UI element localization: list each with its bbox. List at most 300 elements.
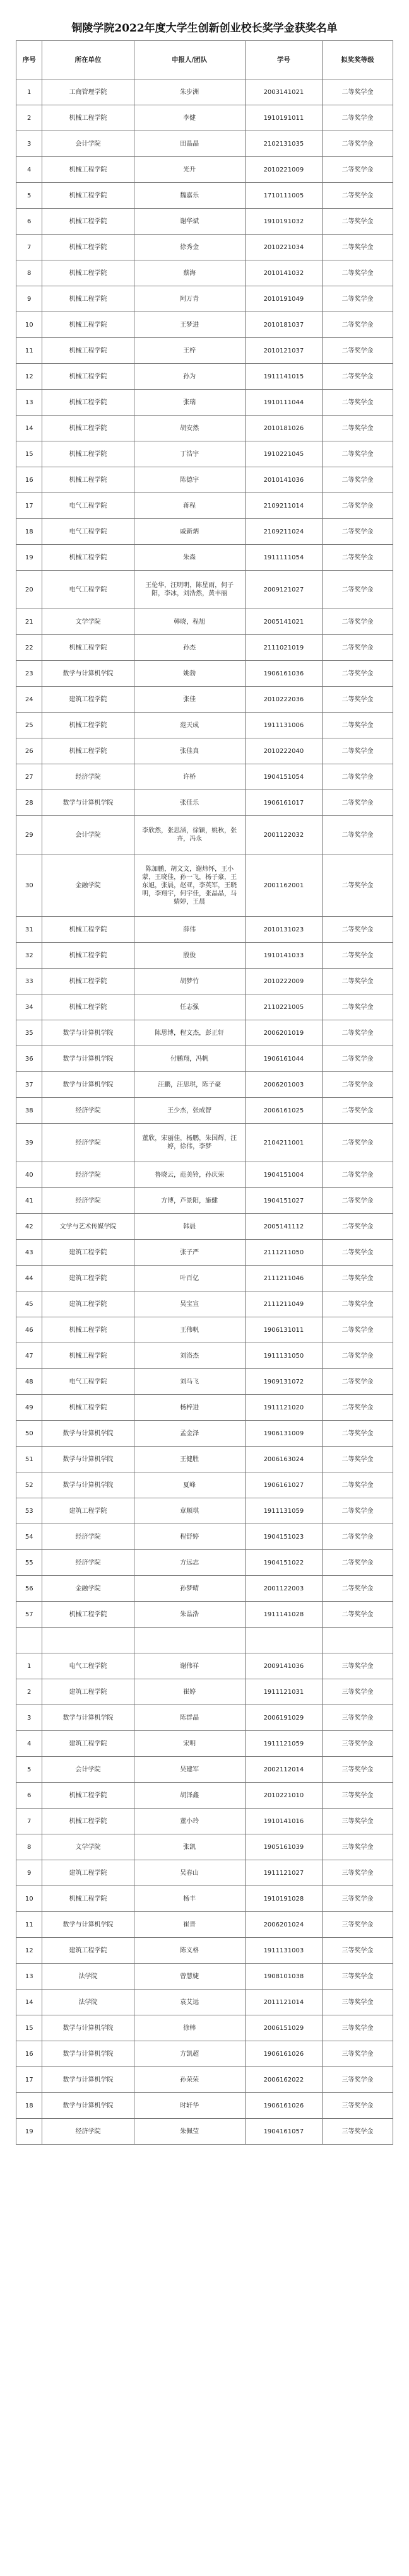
row-number: 34 [16,994,42,1020]
row-student-id: 2010131023 [245,917,322,943]
header-names: 申报人/团队 [134,41,245,79]
row-number: 37 [16,1072,42,1098]
row-names: 陈加鹏，胡文文，谢炜怀，王小蒙，王晓佳，孙一飞，杨子豪，王东旭，张晨，赵亚，李英军，王晓明，李翔宇，何宇佳，张晶晶，马婧婷，王晨 [134,854,245,917]
row-student-id: 2104211001 [245,1124,322,1162]
table-row [16,1188,393,1214]
table-row [16,1343,393,1369]
table-body [16,79,393,2145]
row-names: 蒋程 [134,493,245,519]
row-names: 陈思博，程文杰，彭正轩 [134,1020,245,1046]
row-number: 17 [16,493,42,519]
row-unit: 机械工程学院 [42,713,134,738]
row-student-id: 1906131009 [245,1421,322,1447]
row-names: 朱晶浩 [134,1602,245,1628]
table-row [16,1757,393,1783]
table-row [16,1809,393,1834]
table-row [16,790,393,816]
row-names: 汪鹏，汪思琪，陈子豪 [134,1072,245,1098]
row-number: 5 [16,1757,42,1783]
row-names: 范天成 [134,713,245,738]
row-award-level: 二等奖学金 [323,994,393,1020]
row-student-id: 1906161026 [245,2041,322,2067]
row-unit: 电气工程学院 [42,1369,134,1395]
row-names: 张凯 [134,1834,245,1860]
row-names: 孟金泽 [134,1421,245,1447]
row-student-id: 2010191049 [245,286,322,312]
row-number: 20 [16,571,42,609]
row-student-id: 2006201003 [245,1072,322,1098]
row-names: 朱步洲 [134,79,245,105]
row-number: 21 [16,609,42,635]
row-student-id: 2110221005 [245,994,322,1020]
row-student-id: 1710111005 [245,183,322,209]
table-row [16,105,393,131]
row-award-level: 二等奖学金 [323,1498,393,1524]
row-award-level: 二等奖学金 [323,1188,393,1214]
row-award-level: 二等奖学金 [323,183,393,209]
row-unit: 机械工程学院 [42,105,134,131]
table-row [16,1124,393,1162]
row-student-id: 1911131059 [245,1498,322,1524]
row-unit: 数学与计算机学院 [42,1447,134,1472]
row-award-level: 二等奖学金 [323,1020,393,1046]
header-award-level: 拟奖奖等级 [323,41,393,79]
row-unit: 机械工程学院 [42,1783,134,1809]
row-unit: 电气工程学院 [42,519,134,545]
header-student-id: 学号 [245,41,322,79]
row-unit: 金融学院 [42,1576,134,1602]
row-unit: 建筑工程学院 [42,687,134,713]
table-row [16,854,393,917]
row-number: 22 [16,635,42,661]
row-number: 3 [16,1705,42,1731]
row-student-id: 2006201019 [245,1020,322,1046]
table-row [16,635,393,661]
row-student-id: 1904151054 [245,764,322,790]
row-names: 崔晋 [134,1912,245,1938]
row-number: 25 [16,713,42,738]
row-unit: 电气工程学院 [42,1653,134,1679]
table-row [16,1317,393,1343]
row-award-level: 三等奖学金 [323,1834,393,1860]
row-number [16,1628,42,1653]
row-award-level: 二等奖学金 [323,609,393,635]
row-award-level: 三等奖学金 [323,1912,393,1938]
row-award-level: 三等奖学金 [323,1860,393,1886]
row-names: 程舒婷 [134,1524,245,1550]
row-names: 光升 [134,157,245,183]
row-unit: 数学与计算机学院 [42,790,134,816]
row-number: 26 [16,738,42,764]
award-table [16,40,393,2145]
table-row [16,79,393,105]
row-unit: 建筑工程学院 [42,1266,134,1291]
row-number: 17 [16,2067,42,2093]
row-names: 许桥 [134,764,245,790]
row-number: 38 [16,1098,42,1124]
table-row [16,364,393,390]
table-row [16,2041,393,2067]
row-award-level: 二等奖学金 [323,1524,393,1550]
row-unit: 机械工程学院 [42,364,134,390]
row-number: 6 [16,209,42,235]
table-row [16,1912,393,1938]
row-names: 王健胜 [134,1447,245,1472]
row-student-id: 1911121027 [245,1860,322,1886]
row-unit: 建筑工程学院 [42,1679,134,1705]
row-number: 19 [16,2119,42,2145]
row-student-id: 2011121014 [245,1990,322,2015]
row-student-id: 2006162022 [245,2067,322,2093]
table-row [16,713,393,738]
row-names: 蔡海 [134,260,245,286]
row-names: 鲁晓云，范美铃，孙庆荣 [134,1162,245,1188]
row-unit: 会计学院 [42,816,134,854]
row-award-level: 二等奖学金 [323,713,393,738]
row-number: 18 [16,2093,42,2119]
row-number: 50 [16,1421,42,1447]
row-names: 王梦进 [134,312,245,338]
row-award-level: 二等奖学金 [323,416,393,441]
row-unit: 建筑工程学院 [42,1240,134,1266]
row-award-level: 二等奖学金 [323,235,393,260]
row-number: 13 [16,390,42,416]
row-student-id: 2001122032 [245,816,322,854]
row-student-id [245,1628,322,1653]
row-unit: 机械工程学院 [42,1602,134,1628]
row-number: 46 [16,1317,42,1343]
row-names: 王少杰，张成智 [134,1098,245,1124]
row-names: 陈义格 [134,1938,245,1964]
table-row [16,1550,393,1576]
row-award-level: 二等奖学金 [323,1072,393,1098]
row-unit: 法学院 [42,1964,134,1990]
row-award-level: 二等奖学金 [323,1421,393,1447]
row-number: 4 [16,157,42,183]
table-row [16,2067,393,2093]
row-names: 王伟帆 [134,1317,245,1343]
row-award-level: 二等奖学金 [323,79,393,105]
row-award-level: 二等奖学金 [323,816,393,854]
row-student-id: 2010181026 [245,416,322,441]
row-names: 薛伟 [134,917,245,943]
row-number: 15 [16,2015,42,2041]
row-number: 52 [16,1472,42,1498]
row-unit: 数学与计算机学院 [42,1472,134,1498]
row-unit: 机械工程学院 [42,1886,134,1912]
table-row [16,1731,393,1757]
table-row [16,1291,393,1317]
row-number: 13 [16,1964,42,1990]
table-row [16,1020,393,1046]
row-award-level: 二等奖学金 [323,260,393,286]
row-student-id: 1911111054 [245,545,322,571]
row-student-id: 1910191032 [245,209,322,235]
row-award-level: 三等奖学金 [323,1783,393,1809]
row-names: 戚新炳 [134,519,245,545]
table-row [16,687,393,713]
row-student-id: 1911131003 [245,1938,322,1964]
row-award-level: 二等奖学金 [323,1343,393,1369]
row-names [134,1628,245,1653]
row-student-id: 2006163024 [245,1447,322,1472]
row-student-id: 2111211050 [245,1240,322,1266]
row-number: 8 [16,1834,42,1860]
row-award-level: 二等奖学金 [323,157,393,183]
row-names: 谢伟祥 [134,1653,245,1679]
row-names: 崔婷 [134,1679,245,1705]
row-unit: 经济学院 [42,2119,134,2145]
table-row [16,1679,393,1705]
row-award-level: 三等奖学金 [323,2015,393,2041]
table-row [16,1240,393,1266]
row-unit: 数学与计算机学院 [42,2041,134,2067]
row-number: 48 [16,1369,42,1395]
row-award-level: 二等奖学金 [323,917,393,943]
row-names: 胡梦竹 [134,969,245,994]
row-names: 任志强 [134,994,245,1020]
row-names: 朱森 [134,545,245,571]
row-names: 章顺琪 [134,1498,245,1524]
table-row [16,519,393,545]
row-unit: 文学学院 [42,609,134,635]
row-number: 11 [16,1912,42,1938]
row-student-id: 1904151027 [245,1188,322,1214]
table-row [16,738,393,764]
row-number: 14 [16,1990,42,2015]
row-award-level [323,1628,393,1653]
row-award-level: 二等奖学金 [323,1602,393,1628]
row-unit: 机械工程学院 [42,917,134,943]
row-names: 胡泽鑫 [134,1783,245,1809]
row-names: 王伦华，汪明明，陈星雨，何子阳，李冰，刘浩然，黄丰丽 [134,571,245,609]
row-names: 魏嘉乐 [134,183,245,209]
row-unit: 金融学院 [42,854,134,917]
row-unit: 机械工程学院 [42,235,134,260]
row-names: 朱佩莹 [134,2119,245,2145]
row-names: 吴宝宣 [134,1291,245,1317]
row-unit: 会计学院 [42,131,134,157]
row-award-level: 二等奖学金 [323,1046,393,1072]
row-award-level: 二等奖学金 [323,1576,393,1602]
row-award-level: 三等奖学金 [323,2119,393,2145]
table-row [16,1447,393,1472]
row-award-level: 三等奖学金 [323,1705,393,1731]
row-unit: 机械工程学院 [42,467,134,493]
table-row [16,1369,393,1395]
row-number: 15 [16,441,42,467]
row-unit: 建筑工程学院 [42,1498,134,1524]
row-award-level: 二等奖学金 [323,1447,393,1472]
row-names: 付鹏翔，冯帆 [134,1046,245,1072]
row-number: 10 [16,1886,42,1912]
row-student-id: 1908101038 [245,1964,322,1990]
row-names: 曾慧婕 [134,1964,245,1990]
row-number: 29 [16,816,42,854]
table-row [16,235,393,260]
row-award-level: 二等奖学金 [323,390,393,416]
row-number: 16 [16,467,42,493]
row-student-id: 2010141032 [245,260,322,286]
row-award-level: 三等奖学金 [323,2041,393,2067]
row-unit: 经济学院 [42,1124,134,1162]
row-award-level: 三等奖学金 [323,2067,393,2093]
row-award-level: 三等奖学金 [323,1757,393,1783]
row-number: 6 [16,1783,42,1809]
row-student-id: 1904151004 [245,1162,322,1188]
row-student-id: 1911131006 [245,713,322,738]
row-unit: 机械工程学院 [42,286,134,312]
row-student-id: 2005141112 [245,1214,322,1240]
row-award-level: 二等奖学金 [323,854,393,917]
row-names: 刘洛杰 [134,1343,245,1369]
row-unit: 机械工程学院 [42,545,134,571]
table-row [16,1098,393,1124]
table-row [16,467,393,493]
row-unit: 会计学院 [42,1757,134,1783]
row-names: 李健 [134,105,245,131]
row-unit: 机械工程学院 [42,1343,134,1369]
row-number: 27 [16,764,42,790]
row-award-level: 二等奖学金 [323,467,393,493]
row-unit: 数学与计算机学院 [42,1705,134,1731]
row-number: 14 [16,416,42,441]
row-names: 徐韩 [134,2015,245,2041]
table-row [16,2119,393,2145]
row-student-id: 2006191029 [245,1705,322,1731]
table-row [16,441,393,467]
row-number: 39 [16,1124,42,1162]
row-number: 53 [16,1498,42,1524]
row-student-id: 1906161017 [245,790,322,816]
row-student-id: 1906131011 [245,1317,322,1343]
table-row [16,969,393,994]
row-unit: 机械工程学院 [42,209,134,235]
row-award-level: 二等奖学金 [323,131,393,157]
row-unit: 建筑工程学院 [42,1291,134,1317]
table-row [16,1653,393,1679]
row-student-id: 2010222040 [245,738,322,764]
row-number: 12 [16,364,42,390]
row-names: 韩晨 [134,1214,245,1240]
row-number: 47 [16,1343,42,1369]
row-unit: 机械工程学院 [42,416,134,441]
row-student-id: 2006161025 [245,1098,322,1124]
row-student-id: 2009121027 [245,571,322,609]
row-number: 31 [16,917,42,943]
row-names: 丁浩宇 [134,441,245,467]
row-unit: 机械工程学院 [42,635,134,661]
table-row [16,545,393,571]
row-number: 42 [16,1214,42,1240]
row-student-id: 1905161039 [245,1834,322,1860]
row-names: 徐秀金 [134,235,245,260]
row-award-level: 二等奖学金 [323,1124,393,1162]
row-number: 40 [16,1162,42,1188]
row-award-level: 二等奖学金 [323,519,393,545]
row-names: 张瑞 [134,390,245,416]
row-unit: 机械工程学院 [42,260,134,286]
row-award-level: 三等奖学金 [323,1679,393,1705]
header-no: 序号 [16,41,42,79]
row-names: 方博，芦景阳，施健 [134,1188,245,1214]
row-number: 5 [16,183,42,209]
row-unit: 经济学院 [42,1524,134,1550]
row-student-id: 1911121020 [245,1395,322,1421]
row-number: 2 [16,105,42,131]
row-award-level: 二等奖学金 [323,1214,393,1240]
table-row [16,390,393,416]
row-number: 9 [16,286,42,312]
row-award-level: 二等奖学金 [323,571,393,609]
row-student-id: 1911121031 [245,1679,322,1705]
row-names: 方凯超 [134,2041,245,2067]
row-unit: 机械工程学院 [42,1809,134,1834]
row-unit: 经济学院 [42,1162,134,1188]
row-names: 张佳真 [134,738,245,764]
row-award-level: 三等奖学金 [323,2093,393,2119]
table-row [16,260,393,286]
row-student-id: 1910111044 [245,390,322,416]
row-number: 3 [16,131,42,157]
table-row [16,609,393,635]
table-row [16,1860,393,1886]
row-number: 16 [16,2041,42,2067]
row-number: 2 [16,1679,42,1705]
row-unit: 数学与计算机学院 [42,1072,134,1098]
table-row [16,1783,393,1809]
row-award-level: 三等奖学金 [323,1938,393,1964]
row-number: 1 [16,1653,42,1679]
row-student-id: 2006201024 [245,1912,322,1938]
row-number: 51 [16,1447,42,1472]
row-award-level: 二等奖学金 [323,105,393,131]
row-names: 孙杰 [134,635,245,661]
table-row [16,183,393,209]
row-award-level: 二等奖学金 [323,286,393,312]
row-student-id: 1911131050 [245,1343,322,1369]
row-names: 董小玲 [134,1809,245,1834]
row-unit: 数学与计算机学院 [42,1046,134,1072]
row-student-id: 2002112014 [245,1757,322,1783]
table-row [16,312,393,338]
table-row [16,1602,393,1628]
row-student-id: 2001122003 [245,1576,322,1602]
table-row [16,661,393,687]
row-student-id: 1906161036 [245,661,322,687]
row-student-id: 1910141033 [245,943,322,969]
row-names: 宋明 [134,1731,245,1757]
header-unit: 所在单位 [42,41,134,79]
row-number: 12 [16,1938,42,1964]
row-student-id: 2009141036 [245,1653,322,1679]
table-row [16,1705,393,1731]
row-number: 43 [16,1240,42,1266]
row-names: 吴建军 [134,1757,245,1783]
row-award-level: 二等奖学金 [323,1240,393,1266]
row-names: 孙梦晴 [134,1576,245,1602]
row-unit: 建筑工程学院 [42,1860,134,1886]
row-number: 23 [16,661,42,687]
row-award-level: 二等奖学金 [323,1291,393,1317]
row-student-id: 2111211049 [245,1291,322,1317]
row-unit: 机械工程学院 [42,183,134,209]
row-number: 7 [16,1809,42,1834]
table-row [16,2093,393,2119]
row-names: 姚勃 [134,661,245,687]
table-row [16,1214,393,1240]
row-number: 56 [16,1576,42,1602]
